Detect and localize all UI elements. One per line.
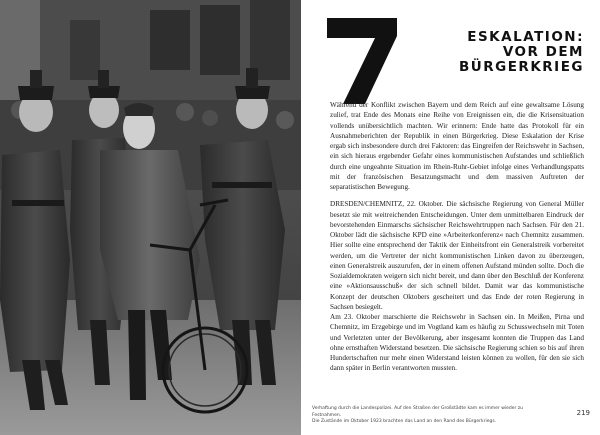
body-paragraph-2: DRESDEN/CHEMNITZ, 22. Oktober. Die sächsische Regierung von General Müller besetzt sie mit weitreichenden Entscheidungen. Unter dem unmittelbaren Eindruck der bevorstehenden Einmarschs sächsischer Reichswehrtruppen nach Sachsen. Für den 21. Oktober lädt die sächsische KPD eine »Arbeiterkonferenz« nach Chemnitz zusammen. Hier sollte eine entsprechend der Taktik der Einheitsfront ein Generalstreik vorbereitet werden, um die Vertreter der nicht kommunistischen Linken davon zu überzeugen, einen Generalstreik auszurufen, der in einem offenen Aufstand münden sollte. Doch die Sozialdemokraten weigern sich nicht bereit, und dann über den Beschluß der Konferenz eine »Aktionsausschuß« der sich schnell bildet. Damit war das kommunistische Konzept der deutschen Oktobers gescheitert und das Ende der roten Regierung in Sachsen besiegelt. bbox=[330, 200, 584, 311]
chapter-number-graphic bbox=[327, 18, 397, 104]
photo-caption bbox=[312, 406, 538, 426]
body-paragraph-3: Am 23. Oktober marschierte die Reichswehr in Sachsen ein. In Meißen, Pirna und Chemnitz, im Erzgebirge und im Vogtland kam es häufig zu Schusswechseln mit Toten und Verletzten unter der Bevölkerung, aber insgesamt konnten die Truppen das Land ohne ernsthaften Widerstand besetzen. Die sächsische Regierung schien so bis auf ihren Hundertschaften nur mehr einen Widerstand leisten können zu wollen, für den sie sich dann später in Berlin verantworten mussten. bbox=[330, 313, 584, 373]
page-number: 219 bbox=[576, 409, 590, 417]
chapter-body-text bbox=[330, 100, 584, 374]
chapter-title bbox=[418, 30, 584, 75]
chapter-title-line-1: ESKALATION: bbox=[467, 29, 584, 45]
chapter-title-line-2: VOR DEM BÜRGERKRIEG bbox=[458, 44, 584, 75]
body-paragraph-1: Während der Konflikt zwischen Bayern und dem Reich auf eine gewaltsame Lösung zulief, trat Ende des Monats eine Reihe von Ereignissen ein, die die Krisensituation vollends unübersichtlich machten. Wir erinnern: Ende hatte das Protokoll für ein Ausnahmeberichten der Republik in einen Bürgerkrieg. Diese Eskalation der Krise ergab sich insbesondere durch drei Faktoren: das Eingreifen der Reichswehr in Sachsen, ein sich hieraus ergebender Gefahr eines kommunistischen Aufstandes und schließlich durch eine ungeahnte Situation im Rhein-Ruhr-Gebiet infolge eines Verhandlungspatts mit der französischen Besatzungsmacht und dem massiven Auftreten der separatistischen Bewegung. bbox=[330, 101, 584, 191]
caption-line-1: Verhaftung durch die Landespolizei. Auf den Straßen der Großstädte kam es immer wieder zu Festnahmen. bbox=[312, 406, 524, 418]
caption-line-2: Die Zustände im Oktober 1923 brachten das Land an den Rand des Bürgerkriegs. bbox=[312, 419, 497, 424]
